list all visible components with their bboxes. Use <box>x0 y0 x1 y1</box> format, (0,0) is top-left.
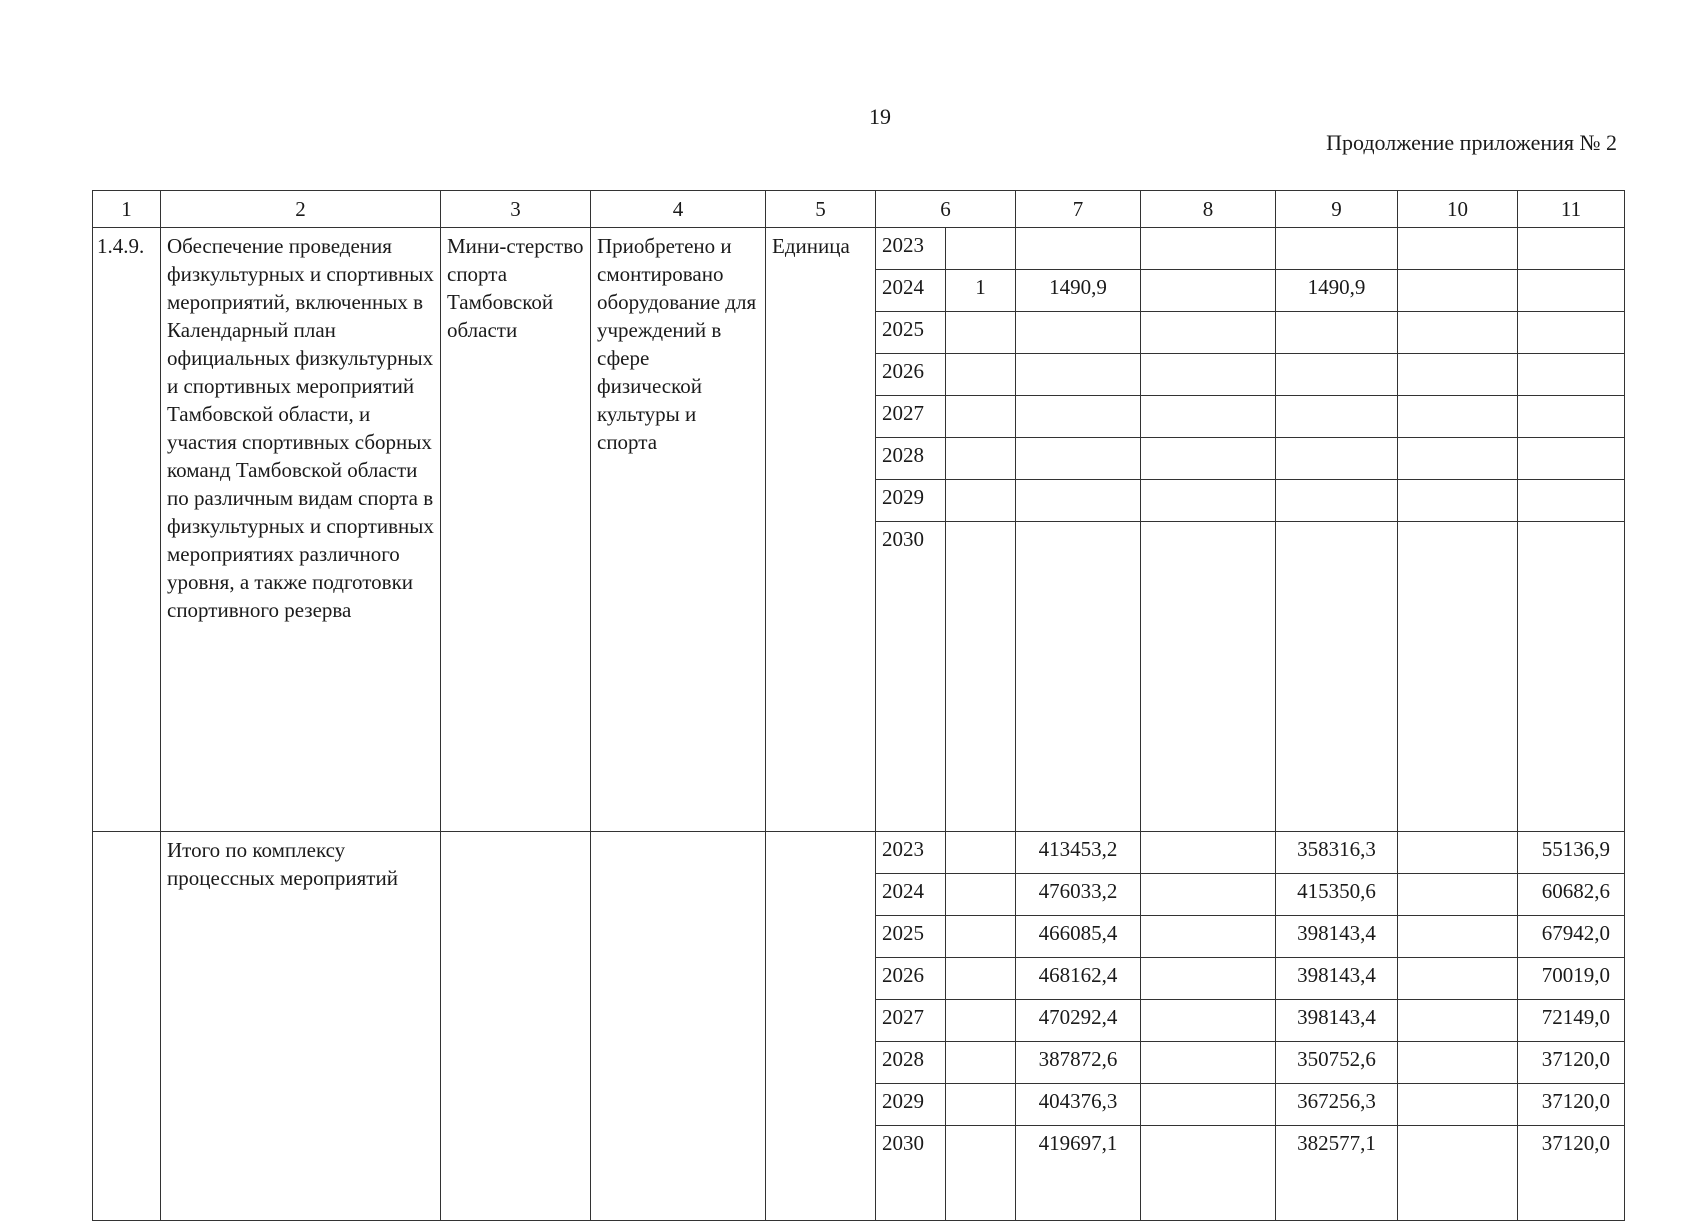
year-cell: 2023 <box>876 228 946 270</box>
funding-column-9 <box>1276 438 1398 480</box>
funding-column-11: 55136,9 <box>1518 832 1625 874</box>
year-cell: 2028 <box>876 438 946 480</box>
year-cell: 2025 <box>876 916 946 958</box>
indicator-value <box>946 480 1016 522</box>
funding-column-9: 367256,3 <box>1276 1084 1398 1126</box>
funding-total: 404376,3 <box>1016 1084 1141 1126</box>
funding-column-11: 60682,6 <box>1518 874 1625 916</box>
year-cell: 2025 <box>876 312 946 354</box>
funding-column-10 <box>1398 354 1518 396</box>
funding-total <box>1016 228 1141 270</box>
funding-column-9 <box>1276 396 1398 438</box>
column-number-row <box>93 191 1625 228</box>
funding-column-10 <box>1398 522 1518 832</box>
funding-column-9: 398143,4 <box>1276 958 1398 1000</box>
funding-total: 413453,2 <box>1016 832 1141 874</box>
funding-total <box>1016 354 1141 396</box>
year-cell: 2027 <box>876 1000 946 1042</box>
funding-column-11: 37120,0 <box>1518 1084 1625 1126</box>
funding-column-11: 70019,0 <box>1518 958 1625 1000</box>
funding-column-8 <box>1141 354 1276 396</box>
indicator-value <box>946 228 1016 270</box>
funding-column-10 <box>1398 916 1518 958</box>
funding-column-10 <box>1398 832 1518 874</box>
year-cell: 2030 <box>876 522 946 832</box>
funding-column-9 <box>1276 312 1398 354</box>
column-number: 1 <box>93 191 161 228</box>
total-label: Итого по комплексу процессных мероприятий <box>161 832 441 1221</box>
funding-total: 387872,6 <box>1016 1042 1141 1084</box>
indicator-value <box>946 522 1016 832</box>
column-number: 2 <box>161 191 441 228</box>
funding-column-9: 1490,9 <box>1276 270 1398 312</box>
indicator-value <box>946 1084 1016 1126</box>
funding-column-11: 37120,0 <box>1518 1042 1625 1084</box>
column-number: 7 <box>1016 191 1141 228</box>
funding-column-10 <box>1398 958 1518 1000</box>
funding-column-10 <box>1398 1126 1518 1221</box>
result-description <box>591 832 766 1221</box>
measure-name: Обеспечение проведения физкультурных и спортивных мероприятий, включенных в Календарный план официальных физкультурных и спортивных мероприятий Тамбовской области, и участия спортивных сборных команд Тамбовской области по различным видам спорта в физкультурных и спортивных мероприятиях различного уровня, а также подготовки спортивного резерва <box>161 228 441 832</box>
funding-total: 476033,2 <box>1016 874 1141 916</box>
funding-column-9 <box>1276 354 1398 396</box>
funding-column-9 <box>1276 228 1398 270</box>
column-number: 6 <box>876 191 1016 228</box>
measure-number <box>93 832 161 1221</box>
indicator-value: 1 <box>946 270 1016 312</box>
responsible-executor <box>441 832 591 1221</box>
funding-total <box>1016 312 1141 354</box>
funding-column-11 <box>1518 312 1625 354</box>
funding-column-11 <box>1518 270 1625 312</box>
funding-column-9 <box>1276 480 1398 522</box>
funding-column-8 <box>1141 270 1276 312</box>
indicator-value <box>946 438 1016 480</box>
funding-total <box>1016 522 1141 832</box>
plan-table <box>92 190 1625 1221</box>
funding-column-9 <box>1276 522 1398 832</box>
indicator-value <box>946 312 1016 354</box>
responsible-executor: Мини-стерство спорта Тамбовской области <box>441 228 591 832</box>
funding-column-10 <box>1398 1000 1518 1042</box>
funding-column-8 <box>1141 1084 1276 1126</box>
funding-column-11 <box>1518 396 1625 438</box>
funding-column-8 <box>1141 916 1276 958</box>
funding-total: 470292,4 <box>1016 1000 1141 1042</box>
funding-column-10 <box>1398 1084 1518 1126</box>
funding-column-10 <box>1398 480 1518 522</box>
funding-column-10 <box>1398 874 1518 916</box>
funding-total: 1490,9 <box>1016 270 1141 312</box>
column-number: 5 <box>766 191 876 228</box>
funding-column-9: 398143,4 <box>1276 1000 1398 1042</box>
year-cell: 2029 <box>876 1084 946 1126</box>
funding-column-8 <box>1141 1126 1276 1221</box>
year-cell: 2029 <box>876 480 946 522</box>
funding-total <box>1016 438 1141 480</box>
column-number: 4 <box>591 191 766 228</box>
funding-column-8 <box>1141 958 1276 1000</box>
funding-column-8 <box>1141 522 1276 832</box>
funding-column-8 <box>1141 480 1276 522</box>
unit-of-measure <box>766 832 876 1221</box>
indicator-value <box>946 1000 1016 1042</box>
column-number: 11 <box>1518 191 1625 228</box>
appendix-continuation: Продолжение приложения № 2 <box>1326 130 1617 155</box>
measure-number: 1.4.9. <box>93 228 161 832</box>
funding-total: 468162,4 <box>1016 958 1141 1000</box>
funding-column-11 <box>1518 228 1625 270</box>
funding-column-11 <box>1518 438 1625 480</box>
year-cell: 2023 <box>876 832 946 874</box>
funding-column-11 <box>1518 480 1625 522</box>
unit-of-measure: Единица <box>766 228 876 832</box>
funding-total <box>1016 396 1141 438</box>
funding-column-10 <box>1398 270 1518 312</box>
funding-column-11: 72149,0 <box>1518 1000 1625 1042</box>
indicator-value <box>946 916 1016 958</box>
year-cell: 2030 <box>876 1126 946 1221</box>
year-cell: 2024 <box>876 874 946 916</box>
funding-column-8 <box>1141 438 1276 480</box>
funding-column-11 <box>1518 522 1625 832</box>
indicator-value <box>946 396 1016 438</box>
page-number: 19 <box>869 104 891 129</box>
year-cell: 2026 <box>876 354 946 396</box>
indicator-value <box>946 958 1016 1000</box>
funding-column-11 <box>1518 354 1625 396</box>
column-number: 8 <box>1141 191 1276 228</box>
indicator-value <box>946 832 1016 874</box>
funding-column-8 <box>1141 312 1276 354</box>
year-cell: 2026 <box>876 958 946 1000</box>
funding-column-8 <box>1141 874 1276 916</box>
funding-column-9: 350752,6 <box>1276 1042 1398 1084</box>
funding-column-10 <box>1398 228 1518 270</box>
funding-column-8 <box>1141 228 1276 270</box>
funding-column-8 <box>1141 1042 1276 1084</box>
funding-column-9: 358316,3 <box>1276 832 1398 874</box>
funding-column-8 <box>1141 396 1276 438</box>
year-cell: 2028 <box>876 1042 946 1084</box>
indicator-value <box>946 1042 1016 1084</box>
funding-total: 466085,4 <box>1016 916 1141 958</box>
funding-column-10 <box>1398 1042 1518 1084</box>
year-cell: 2024 <box>876 270 946 312</box>
column-number: 3 <box>441 191 591 228</box>
indicator-value <box>946 1126 1016 1221</box>
total-year-row <box>93 832 1625 874</box>
funding-column-11: 37120,0 <box>1518 1126 1625 1221</box>
measure-year-row <box>93 228 1625 270</box>
funding-column-11: 67942,0 <box>1518 916 1625 958</box>
column-number: 9 <box>1276 191 1398 228</box>
funding-column-10 <box>1398 438 1518 480</box>
funding-column-9: 398143,4 <box>1276 916 1398 958</box>
funding-column-8 <box>1141 832 1276 874</box>
column-number: 10 <box>1398 191 1518 228</box>
funding-column-10 <box>1398 312 1518 354</box>
funding-total: 419697,1 <box>1016 1126 1141 1221</box>
indicator-value <box>946 354 1016 396</box>
funding-column-8 <box>1141 1000 1276 1042</box>
result-description: Приобретено и смонтировано оборудование для учреждений в сфере физической культуры и спорта <box>591 228 766 832</box>
funding-column-9: 382577,1 <box>1276 1126 1398 1221</box>
year-cell: 2027 <box>876 396 946 438</box>
funding-total <box>1016 480 1141 522</box>
funding-column-10 <box>1398 396 1518 438</box>
indicator-value <box>946 874 1016 916</box>
funding-column-9: 415350,6 <box>1276 874 1398 916</box>
